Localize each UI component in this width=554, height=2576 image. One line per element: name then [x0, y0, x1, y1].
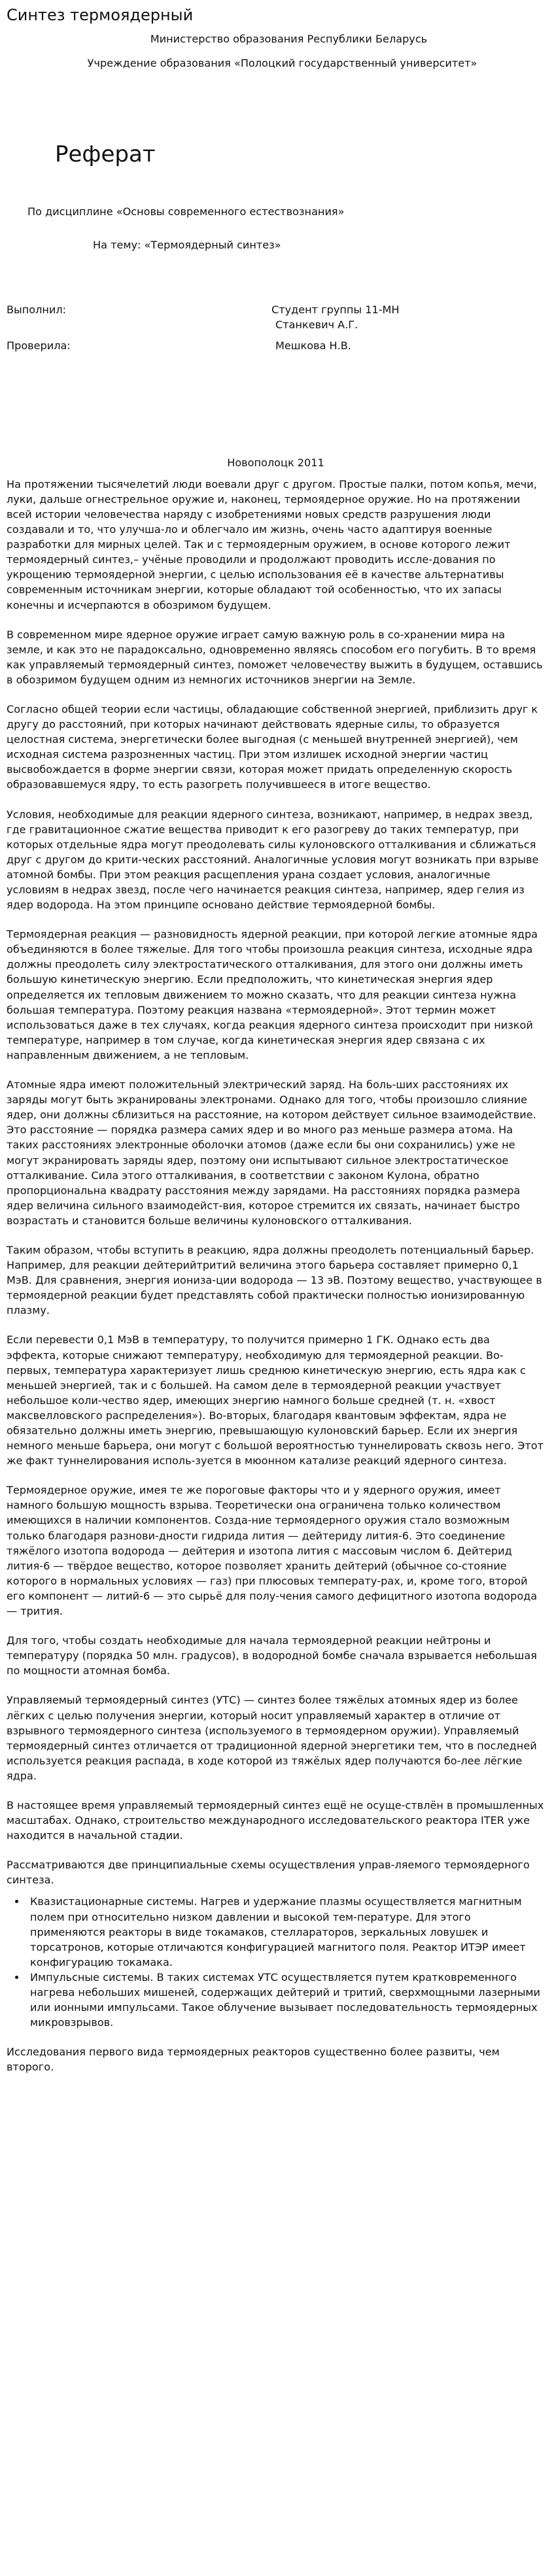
paragraph: Термоядерная реакция — разновидность ядерной реакции, при которой легкие атомные ядра объединяются в более тяжелые. Для того чтобы произошла реакция синтеза, исходные ядра должны преодолеть силу электростатического отталкивания, для этого они должны иметь большую кинетическую энергию. Если предположить, что кинетическая энергия ядер определяется их тепловым движением то можно сказать, что для реакции синтеза нужна большая температура. Поэтому реакция названа «термоядерной». Этот термин может использоваться даже в тех случаях, когда реакция ядерного синтеза происходит при низкой температуре, например в том случае, когда кинетическая энергия ядер связана с их направленным движением, а не тепловым.: [7, 928, 538, 1061]
paragraph: Согласно общей теории если частицы, обладающие собственной энергией, приблизить друг к другу до расстояний, при которых начинают действовать ядерные силы, то образуется целостная система, энергетически более выгодная (с меньшей внутренней энергией), чем исходная система разрозненных частиц. При этом излишек исходной энергии частиц высвобождается в форме энергии связи, которая может придать определенную скорость образовавшемуся ядру, то есть разогреть получившееся в итоге вещество.: [7, 702, 538, 791]
paragraph: В настоящее время управляемый термоядерный синтез ещё не осуще-ствлён в промышленных масштабах. Однако, строительство международного исследовательского реактора ITER уже находится в начальной стадии.: [7, 1798, 544, 1842]
paragraph: Исследования первого вида термоядерных реакторов существенно более развиты, чем второго.: [7, 2046, 500, 2074]
performed-group: Студент группы 11-МН: [271, 303, 400, 317]
list-item: • Квазистационарные системы. Нагрев и удержание плазмы осуществляется магнитным полем при относительно низком давлении и высокой тем-пературе. Для этого применяются реакторы в виде токамаков, стеллараторов, зеркальных ловушек и торсатронов, которые отличаются конфигурацией магнитого поля. Реактор ИТЭР имеет конфигурацию токамака.: [26, 1894, 545, 1969]
topic-line: На тему: «Термоядерный синтез»: [93, 239, 281, 252]
document-title: Синтез термоядерный: [7, 6, 194, 24]
paragraph: Условия, необходимые для реакции ядерного синтеза, возникают, например, в недрах звезд, где гравитационное сжатие вещества приводит к его разогреву до таких температур, при которых отдельные ядра могут преодолевать силы кулоновского отталкивания и сближаться друг с другом до крити-ческих расстояний. Аналогичные условия могут возникать при взрыве атомной бомбы. При этом реакция расщепления урана создает условия, аналогичные условиям в недрах звезд, после чего начинается реакция синтеза, например, ядер гелия из ядер водорода. На этом принципе основано действие термоядерной бомбы.: [7, 808, 539, 912]
paragraph: На протяжении тысячелетий люди воевали друг с другом. Простые палки, потом копья, мечи, луки, дальше огнестрельное оружие и, наконец, термоядерное оружие. Но на протяжении всей истории человечества наряду с изобретениями новых средств разрушения люди создавали и то, что улучша-ло и облегчало им жизнь, очень часто адаптируя военные разработки для мирных целей. Так и с термоядерным оружием, в основе которого лежит термоядерный синтез,– учёные проводили и продолжают проводить иссле-дования по укрощению термоядерной энергии, с целью использования её в качестве альтернативы современным источникам энергии, которые обладают той особенностью, что их запасы конечны и исчерпаются в обозримом будущем.: [7, 477, 537, 611]
paragraph: Атомные ядра имеют положительный электрический заряд. На боль-ших расстояниях их заряды могут быть экранированы электронами. Однако для того, чтобы произошло слияние ядер, они должны сблизиться на расстояние, на котором действует сильное взаимодействие. Это расстояние — порядка размера самих ядер и во много раз меньше размера атома. На таких расстояниях электронные оболочки атомов (даже если бы они сохранились) уже не могут экранировать заряды ядер, поэтому они испытывают сильное электростатическое отталкивание. Сила этого отталкивания, в соответствии с законом Кулона, обратно пропорциональна квадрату расстояния между зарядами. На расстояниях порядка размера ядер величина сильного взаимодейст-вия, которое стремится их связать, начинает быстро возрастать и становится больше величины кулоновского отталкивания.: [7, 1078, 536, 1227]
paragraph: В современном мире ядерное оружие играет самую важную роль в со-хранении мира на земле, и как это не парадоксально, одновременно являясь способом его погубить. В то время как управляемый термоядерный синтез, поможет человечеству выжить в будущем, оставшись в обозримом будущем одним из немногих источников энергии на Земле.: [7, 628, 543, 686]
city-year: Новополоцк 2011: [227, 456, 324, 469]
ministry-line: Министерство образования Республики Беларусь: [150, 33, 428, 45]
paragraph: Управляемый термоядерный синтез (УТС) — синтез более тяжёлых атомных ядер из более лёгких с целью получения энергии, который носит управляемый характер в отличие от взрывного термоядерного синтеза (используемого в термоядерном оружии). Управляемый термоядерный синтез отличается от традиционной ядерной энергетики тем, что в последней используется реакция распада, в ходе которой из тяжёлых ядер получаются бо-лее лёгкие ядра.: [7, 1694, 537, 1782]
checked-name: Мешкова Н.В.: [275, 339, 351, 352]
list-item: • Импульсные системы. В таких системах УТС осуществляется путем кратковременного нагрева небольших мишеней, содержащих дейтерий и тритий, сверхмощными лазерными или ионными импульсами. Такое облучение вызывает последовательность термоядерных микровзрывов.: [26, 1970, 545, 2030]
performed-label: Выполнил:: [7, 303, 67, 317]
paragraph: Термоядерное оружие, имея те же пороговые факторы что и у ядерного оружия, имеет намного большую мощность взрыва. Теоретически она ограничена только количеством имеющихся в наличии компонентов. Созда-ние термоядерного оружия стало возможным только благодаря разнови-дности гидрида лития — дейтериду лития-6. Это соединение тяжёлого изотопа водорода — дейтерия и изотопа лития с массовым числом 6. Дейтерид лития-6 — твёрдое вещество, которое позволяет хранить дейтерий (обычное со-стояние которого в нормальных условиях — газ) при плюсовых температу-рах, и, кроме того, второй его компонент — литий-6 — это сырьё для полу-чения самого дефицитного изотопа водорода — трития.: [7, 1484, 538, 1618]
paragraph: Рассматриваются две принципиальные схемы осуществления управ-ляемого термоядерного синтеза.: [7, 1859, 530, 1887]
document-body: [7, 477, 545, 2075]
signature-block: [7, 302, 545, 352]
paragraph: Для того, чтобы создать необходимые для начала термоядерной реакции нейтроны и температуру (порядка 50 млн. градусов), в водородной бомбе сначала взрывается небольшая по мощности атомная бомба.: [7, 1634, 537, 1677]
paragraph: Таким образом, чтобы вступить в реакцию, ядра должны преодолеть потенциальный барьер. Например, для реакции дейтерийтритий величина этого барьера составляет примерно 0,1 МэВ. Для сравнения, энергия иониза-ции водорода — 13 эВ. Поэтому вещество, участвующее в термоядерной реакции будет представлять собой практически полностью ионизированную плазму.: [7, 1243, 542, 1317]
paragraph: Если перевести 0,1 МэВ в температуру, то получится примерно 1 ГК. Однако есть два эффекта, которые снижают температуру, необходимую для термоядерной реакции. Во-первых, температура характеризует лишь среднюю кинетическую энергию, есть ядра как с меньшей энергией, так и с большей. На самом деле в термоядерной реакции участвует небольшое коли-чество ядер, имеющих энергию намного больше средней (т. н. «хвост максвелловского распределения»). Во-вторых, благодаря квантовым эффектам, ядра не обязательно должны иметь энергию, превышающую кулоновский барьер. Если их энергия немного меньше барьера, они могут с большой вероятностью туннелировать сквозь него. Этот же факт туннелирования исполь-зуется в мюонном катализе реакций ядерного синтеза.: [7, 1333, 544, 1468]
schemes-list: [7, 1894, 545, 2030]
referat-heading: Реферат: [55, 141, 156, 168]
institution-line: Учреждение образования «Полоцкий государственный университет»: [87, 57, 477, 70]
checked-label: Проверила:: [7, 339, 71, 352]
discipline-line: По дисциплине «Основы современного естествознания»: [27, 205, 345, 218]
performed-name: Станкевич А.Г.: [275, 318, 358, 332]
